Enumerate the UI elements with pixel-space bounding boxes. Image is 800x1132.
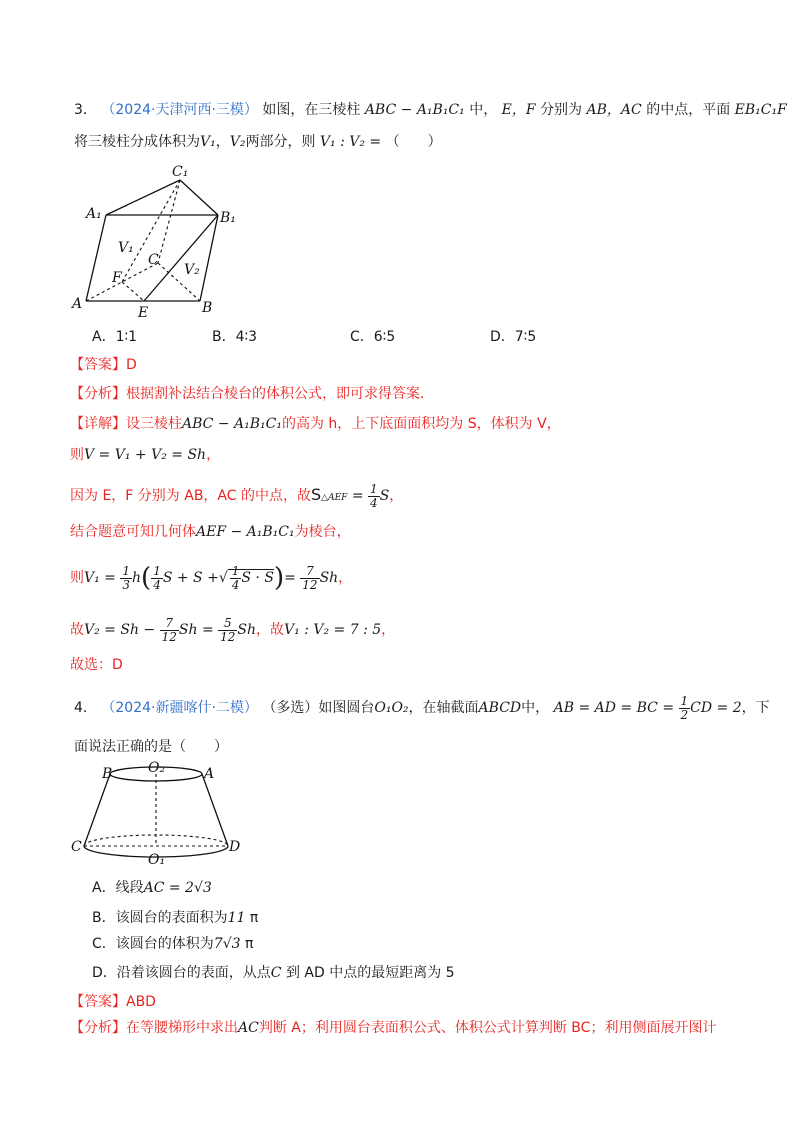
frac-num: 1 — [231, 563, 240, 578]
q3-plane: EB₁C₁F — [734, 102, 787, 118]
q3-option-a[interactable]: A．1∶1 — [92, 329, 138, 345]
q3-detail-3 — [70, 480, 403, 513]
frac-num: 5 — [218, 617, 237, 631]
detail-prism: ABC − A₁B₁C₁ — [182, 416, 282, 432]
analysis-text-2: 判断 A；利用圆台表面积公式、体积公式计算判断 BC；利用侧面展开图计 — [258, 1020, 717, 1036]
q3-stem-text-3: 分别为 — [540, 102, 583, 118]
q3-analysis — [70, 384, 424, 404]
q3-final: 故选：D — [70, 657, 123, 673]
frac-num: 1 — [680, 693, 689, 708]
label-a1: A₁ — [86, 206, 102, 222]
q4-stem-text-4: ，下 — [741, 700, 770, 716]
frac-den: 4 — [370, 495, 378, 510]
option-rest: π — [245, 910, 259, 926]
label-c: C — [71, 839, 82, 855]
q4-frustum: O₁O₂ — [374, 700, 409, 716]
frac-num: 7 — [160, 617, 179, 631]
detail-eq-2: = — [284, 570, 296, 586]
frac-num: 1 — [122, 563, 130, 578]
q4-number: 4． — [74, 700, 97, 716]
answer-value: ABD — [126, 994, 156, 1010]
label-o2: O₂ — [148, 760, 166, 776]
q4-source: （2024·新疆喀什·二模） — [101, 700, 258, 716]
q3-v2: V₂ — [229, 134, 246, 150]
q3-stem-text: 如图，在三棱柱 — [262, 102, 361, 118]
q3-stem-line2 — [74, 132, 442, 152]
frac-den: 4 — [153, 577, 161, 592]
paren-open: ( — [141, 563, 152, 593]
frac-1-4c — [230, 565, 242, 592]
q4-stem-line2: 面说法正确的是（ ） — [74, 739, 228, 755]
q3-option-d[interactable]: D．7∶5 — [490, 329, 537, 345]
q3-stem-line1 — [74, 100, 787, 120]
q3-ratio: V₁ : V₂ = — [319, 134, 382, 150]
detail-text: 设三棱柱 — [126, 416, 182, 432]
detail-sh-2: Sh — [237, 622, 257, 638]
q3-detail-6 — [70, 612, 395, 648]
q3-edges: AB，AC — [586, 102, 642, 118]
q4-stem-text-3: 中， — [521, 700, 550, 716]
detail-comma-2: ， — [389, 488, 404, 504]
detail-then-2: 则 — [70, 570, 84, 586]
label-b: B — [102, 766, 113, 782]
frac-den: 12 — [161, 629, 177, 644]
frac-1-3 — [120, 565, 132, 592]
analysis-tag: 【分析】 — [70, 386, 126, 402]
option-math: 7√3 — [213, 936, 241, 952]
q4-stem-text-2: ，在轴截面 — [408, 700, 479, 716]
q3-detail-5: 则V₁ = $\frac{1}{3}$ h( $\frac{1}{4}$ S + S +√ $\frac{1}{4}$ S · S)= $\frac{7}{12}$ Sh， — [70, 563, 353, 593]
q3-stem-text-4: 的中点，平面 — [646, 102, 731, 118]
label-b1: B₁ — [220, 210, 236, 226]
frac-den: 4 — [231, 577, 240, 592]
q4-section: ABCD — [478, 700, 522, 716]
label-a: A — [72, 296, 83, 312]
option-rest: 到 AD 中点的最短距离为 5 — [281, 965, 455, 981]
frac-1-4 — [368, 483, 380, 510]
analysis-math: AC — [238, 1020, 259, 1036]
q4-option-c[interactable] — [92, 933, 253, 953]
option-rest: π — [240, 936, 254, 952]
detail-frustum: AEF − A₁B₁C₁ — [196, 524, 295, 540]
frac-num: 1 — [370, 481, 378, 496]
detail-therefore: 故 — [70, 622, 84, 638]
q3-detail-1 — [70, 414, 561, 434]
q4-frustum-figure — [68, 760, 248, 868]
label-v2: V₂ — [184, 262, 200, 278]
q3-line2-text: 将三棱柱分成体积为 — [74, 134, 200, 150]
frac-den: 12 — [220, 629, 236, 644]
frac-7-12b — [160, 617, 179, 644]
q4-frac-1-2 — [679, 695, 691, 722]
frac-num: 1 — [153, 563, 161, 578]
q3-line2-text-2: 两部分，则 — [245, 134, 316, 150]
q4-analysis — [70, 1018, 716, 1038]
q4-stem-line1 — [74, 692, 770, 724]
option-prefix: D．沿着该圆台的表面，从点 — [92, 965, 271, 981]
detail-text-3: 因为 E，F 分别为 AB，AC 的中点，故 — [70, 488, 311, 504]
q3-blank: （ ） — [385, 134, 442, 150]
analysis-text: 根据割补法结合棱台的体积公式，即可求得答案. — [126, 386, 425, 402]
frac-1-4b — [151, 565, 163, 592]
q4-option-a[interactable] — [92, 877, 212, 897]
detail-comma-4: ， — [381, 622, 396, 638]
label-f: F — [112, 270, 122, 286]
label-e: E — [138, 305, 149, 320]
detail-text-5: 为棱台， — [294, 524, 351, 540]
answer-tag: 【答案】 — [70, 357, 126, 373]
analysis-tag: 【分析】 — [70, 1020, 126, 1036]
frac-den: 3 — [122, 577, 130, 592]
detail-sh-eq: Sh = — [178, 622, 214, 638]
q3-stem-text-2: 中， — [469, 102, 498, 118]
q3-option-b[interactable]: B．4∶3 — [212, 329, 258, 345]
detail-text-2: 的高为 h，上下底面面积均为 S，体积为 V， — [281, 416, 561, 432]
detail-text-4: 结合题意可知几何体 — [70, 524, 196, 540]
detail-comma-3: ， — [338, 570, 353, 586]
label-v1: V₁ — [118, 240, 134, 256]
q3-detail-4 — [70, 522, 351, 542]
answer-tag: 【答案】 — [70, 994, 126, 1010]
q3-line2-comma: ， — [215, 134, 230, 150]
detail-comma: ， — [206, 447, 221, 463]
detail-ratio: V₁ : V₂ = 7 : 5 — [284, 622, 382, 638]
option-rest: = 2√3 — [164, 880, 212, 896]
q3-prism-name: ABC − A₁B₁C₁ — [364, 102, 465, 118]
q3-source: （2024·天津河西·三模） — [101, 102, 258, 118]
option-prefix: A．线段 — [92, 880, 144, 896]
detail-root-content: S · S — [241, 570, 274, 586]
detail-therefore-2: ，故 — [256, 622, 285, 638]
frac-num: 7 — [300, 565, 319, 579]
option-math: 11 — [227, 910, 246, 926]
detail-s: S — [379, 488, 390, 504]
frac-5-12 — [218, 617, 237, 644]
q4-stem-text: （多选）如图圆台 — [262, 700, 375, 716]
frac-den: 2 — [680, 707, 689, 722]
detail-area-symbol: S — [311, 485, 322, 504]
q4-answer — [70, 992, 156, 1012]
detail-then: 则 — [70, 447, 84, 463]
detail-v2-eq: V₂ = Sh − — [84, 622, 156, 638]
frac-den: 12 — [302, 577, 318, 592]
detail-volume-eq: V = V₁ + V₂ = Sh — [84, 447, 207, 463]
detail-tag: 【详解】 — [70, 416, 126, 432]
option-prefix: B．该圆台的表面积为 — [92, 910, 228, 926]
q3-detail-2 — [70, 445, 220, 465]
option-math: AC — [143, 880, 165, 896]
detail-sum: S + S + — [162, 570, 219, 586]
q4-eq-tail: CD = 2 — [690, 700, 742, 716]
label-c1: C₁ — [172, 164, 189, 180]
q3-answer — [70, 355, 137, 375]
option-math: C — [270, 965, 282, 981]
answer-value: D — [126, 357, 137, 373]
analysis-text: 在等腰梯形中求出 — [126, 1020, 238, 1036]
q3-points-ef: E，F — [501, 102, 536, 118]
label-a: A — [204, 766, 215, 782]
label-b: B — [202, 300, 213, 316]
q4-option-d[interactable] — [92, 962, 455, 982]
q3-number: 3． — [74, 102, 97, 118]
detail-sh: Sh — [319, 570, 339, 586]
detail-v1-eq: V₁ = — [84, 570, 116, 586]
q3-prism-figure — [62, 160, 252, 320]
detail-area-sub: △AEF — [321, 493, 348, 503]
detail-h: h — [132, 570, 142, 586]
q4-option-b[interactable] — [92, 907, 258, 927]
detail-eq: = — [351, 488, 364, 504]
detail-root — [228, 563, 274, 592]
label-o1: O₁ — [148, 852, 166, 868]
label-d: D — [229, 839, 241, 855]
paren-close: ) — [273, 563, 285, 593]
q3-option-c[interactable]: C．6∶5 — [350, 329, 396, 345]
label-c: C — [148, 252, 159, 268]
frac-7-12 — [300, 565, 319, 592]
option-prefix: C．该圆台的体积为 — [92, 936, 214, 952]
q3-v1: V₁ — [200, 134, 216, 150]
q4-eq: AB = AD = BC = — [553, 700, 675, 716]
